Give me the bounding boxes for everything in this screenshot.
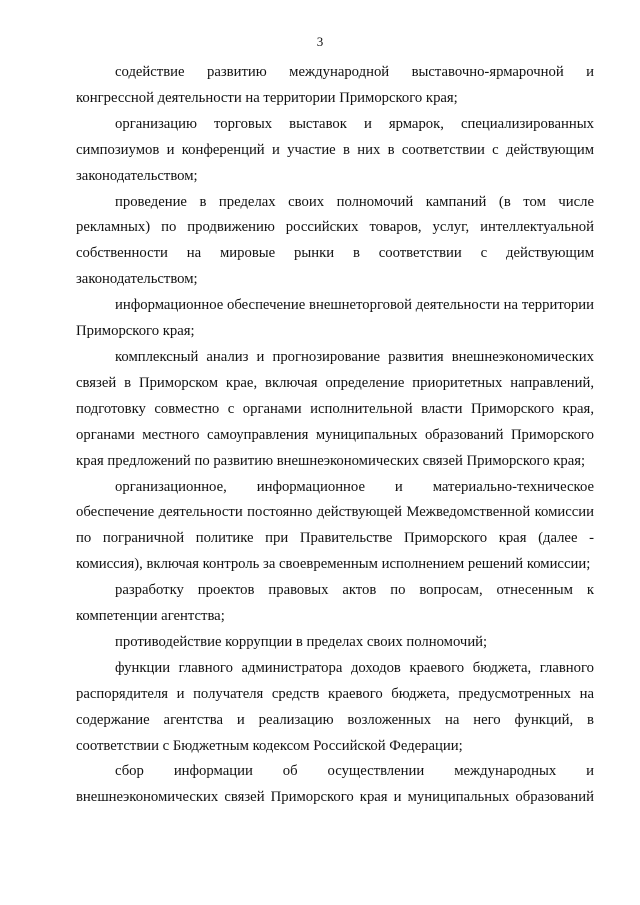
paragraph-1: содействие развитию международной выставочно-ярмарочной и конгрессной деятельности на территории Приморского края; (76, 64, 594, 106)
page-number: 3 (316, 34, 324, 49)
paragraph-9: функции главного администратора доходов краевого бюджета, главного распорядителя и получателя средств краевого бюджета, предусмотренных на содержание агентства и реализацию возложенных на него функций, в соответствии с Бюджетным кодексом Российской Федерации; (76, 659, 594, 754)
paragraph-2: организацию торговых выставок и ярмарок, специализированных симпозиумов и конференций и участие в них в соответствии с действующим законодательством; (76, 115, 594, 184)
paragraph-10: сбор информации об осуществлении международных и внешнеэкономических связей Приморского края и муниципальных образований (76, 763, 594, 806)
paragraph-3: проведение в пределах своих полномочий кампаний (в том числе рекламных) по продвижению российских товаров, услуг, интеллектуальной собственности на мировые рынки в соответствии с действующим законодательством; (76, 193, 594, 288)
paragraph-4: информационное обеспечение внешнеторговой деятельности на территории Приморского края; (76, 297, 594, 340)
paragraph-5: комплексный анализ и прогнозирование развития внешнеэкономических связей в Приморском крае, включая определение приоритетных направлений, подготовку совместно с органами исполнительной власти Приморского края, органами местного самоуправления муниципальных образований Приморского края предложений по развитию внешнеэкономических связей Приморского края; (76, 348, 594, 469)
document-body (76, 60, 594, 811)
paragraph-6: организационное, информационное и материально-техническое обеспечение деятельности постоянно действующей Межведомственной комиссии по пограничной политике при Правительстве Приморского края (далее - комиссия), включая контроль за своевременным исполнением решений комиссии; (76, 478, 594, 573)
paragraph-7: разработку проектов правовых актов по вопросам, отнесенным к компетенции агентства; (76, 582, 594, 625)
paragraph-8: противодействие коррупции в пределах своих полномочий; (115, 633, 488, 650)
